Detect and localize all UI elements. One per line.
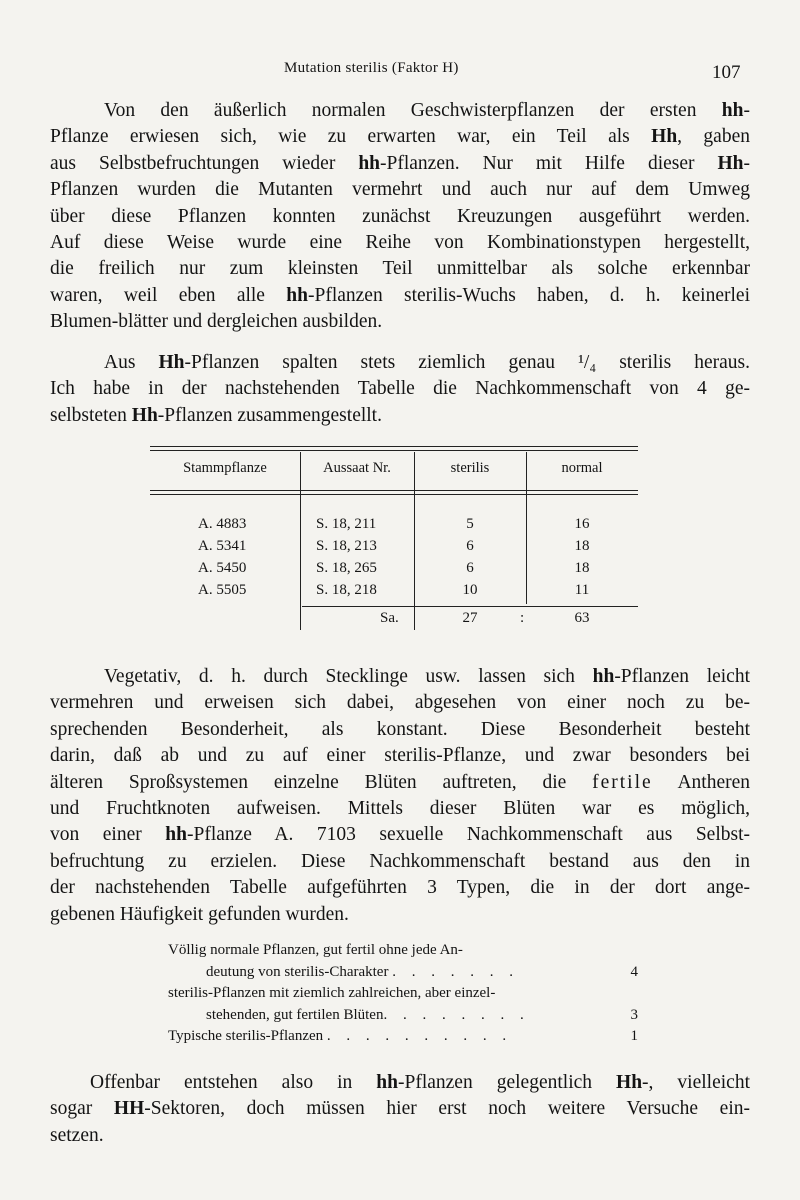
cell-stammpflanze: A. 5341 — [198, 538, 247, 554]
table-rule-top — [150, 446, 638, 447]
paragraph-1 — [50, 98, 750, 336]
paragraph-4 — [50, 1070, 750, 1149]
cell-sterilis: 6 — [466, 560, 474, 576]
text-line: Offenbar entstehen also in hh-Pflanzen gelegentlich Hh-, vielleicht — [90, 1072, 750, 1093]
text-line: vermehren und erweisen sich dabei, abgesehen von einer noch zu be- — [50, 692, 750, 714]
text-line: Aus Hh-Pflanzen spalten stets ziemlich genau ¹/₄ sterilis heraus. — [104, 352, 751, 373]
table-rule-header — [150, 490, 638, 491]
text-line: aus Selbstbefruchtungen wieder hh-Pflanzen. Nur mit Hilfe dieser Hh- — [50, 152, 751, 174]
header-stammpflanze: Stammpflanze — [183, 460, 267, 476]
text-line: Pflanze erwiesen sich, wie zu erwarten war, ein Teil als Hh, gaben — [50, 126, 750, 148]
text-line: selbsteten Hh-Pflanzen zusammengestellt. — [50, 404, 382, 426]
cell-sterilis: 5 — [466, 516, 474, 532]
sum-normal: 63 — [574, 610, 590, 626]
text-line: und Fruchtknoten aufweisen. Mittels dieser Blüten war es möglich, — [50, 798, 750, 820]
cell-aussaat: S. 18, 211 — [316, 516, 377, 532]
cell-normal: 18 — [574, 538, 590, 554]
running-head: Mutation sterilis (Faktor H) — [284, 60, 459, 76]
text-line: Vegetativ, d. h. durch Stecklinge usw. lassen sich hh-Pflanzen leicht — [104, 666, 751, 687]
sum-sterilis: 27 — [462, 610, 478, 626]
cell-stammpflanze: A. 5450 — [198, 560, 247, 576]
cell-normal: 16 — [574, 516, 590, 532]
header-sterilis: sterilis — [450, 460, 490, 476]
list-item-line: stehenden, gut fertilen Blüten. . . . . . . . 3 — [168, 1005, 638, 1027]
cell-stammpflanze: A. 5505 — [198, 582, 247, 598]
list-item-line: deutung von sterilis-Charakter . . . . . . . 4 — [168, 962, 638, 984]
list-item-line: Völlig normale Pflanzen, gut fertil ohne jede An- — [168, 942, 463, 958]
list-item — [168, 940, 638, 983]
column-divider — [300, 452, 301, 630]
text-line: gebenen Häufigkeit gefunden wurden. — [50, 903, 349, 925]
paragraph-2 — [50, 350, 750, 429]
text-line: der nachstehenden Tabelle aufgeführten 3 Typen, die in der dort ange- — [50, 877, 750, 899]
offspring-table — [150, 446, 638, 636]
list-item-line: Typische sterilis-Pflanzen . . . . . . . . . . 1 — [168, 1026, 638, 1048]
cell-sterilis: 10 — [462, 582, 478, 598]
list-item-count: 1 — [630, 1028, 638, 1044]
sum-separator: : — [520, 610, 525, 626]
text-line: Blumen-blätter und dergleichen ausbilden. — [50, 311, 383, 333]
header-normal: normal — [561, 460, 603, 476]
list-item — [168, 1026, 638, 1048]
table-rule-header — [150, 494, 638, 495]
text-line: Ich habe in der nachstehenden Tabelle die Nachkommenschaft von 4 ge- — [50, 378, 750, 400]
text-line: waren, weil eben alle hh-Pflanzen sterilis-Wuchs haben, d. h. keinerlei — [50, 284, 750, 306]
cell-aussaat: S. 18, 218 — [316, 582, 377, 598]
offspring-list — [168, 940, 638, 1048]
list-item-count: 4 — [630, 963, 638, 980]
text-line: sprechenden Besonderheit, als konstant. Diese Besonderheit besteht — [50, 718, 750, 740]
text-line: darin, daß ab und zu auf einer sterilis-Pflanze, und zwar besonders bei — [50, 745, 750, 767]
text-line: sogar HH-Sektoren, doch müssen hier erst noch weitere Versuche ein- — [50, 1098, 750, 1120]
text-line: von einer hh-Pflanze A. 7103 sexuelle Nachkommenschaft aus Selbst- — [50, 824, 750, 846]
cell-normal: 18 — [574, 560, 590, 576]
paragraph-3 — [50, 664, 750, 928]
cell-sterilis: 6 — [466, 538, 474, 554]
cell-aussaat: S. 18, 265 — [316, 560, 377, 576]
text-line: über diese Pflanzen konnten zunächst Kreuzungen ausgeführt werden. — [50, 205, 750, 227]
header-aussaat: Aussaat Nr. — [323, 460, 391, 476]
cell-stammpflanze: A. 4883 — [198, 516, 247, 532]
cell-aussaat: S. 18, 213 — [316, 538, 377, 554]
list-item-line: sterilis-Pflanzen mit ziemlich zahlreichen, aber einzel- — [168, 985, 496, 1001]
text-line: die freilich nur zum kleinsten Teil unmittelbar als solche erkennbar — [50, 258, 750, 280]
table-rule-sum — [302, 606, 638, 607]
table-rule-top — [150, 450, 638, 451]
text-line: Pflanzen wurden die Mutanten vermehrt und auch nur auf dem Umweg — [50, 179, 750, 201]
text-line: älteren Sproßsystemen einzelne Blüten auftreten, die fertile Antheren — [50, 771, 750, 793]
text-line: befruchtung zu erzielen. Diese Nachkommenschaft bestand aus den in — [50, 850, 750, 872]
text-line: Von den äußerlich normalen Geschwisterpflanzen der ersten hh- — [104, 100, 750, 121]
list-item-count: 3 — [630, 1006, 638, 1023]
text-line: setzen. — [50, 1124, 104, 1146]
cell-normal: 11 — [574, 582, 590, 598]
page-number: 107 — [712, 62, 741, 83]
text-line: Auf diese Weise wurde eine Reihe von Kombinationstypen hergestellt, — [50, 232, 750, 254]
list-item — [168, 983, 638, 1026]
sum-label: Sa. — [380, 610, 399, 626]
